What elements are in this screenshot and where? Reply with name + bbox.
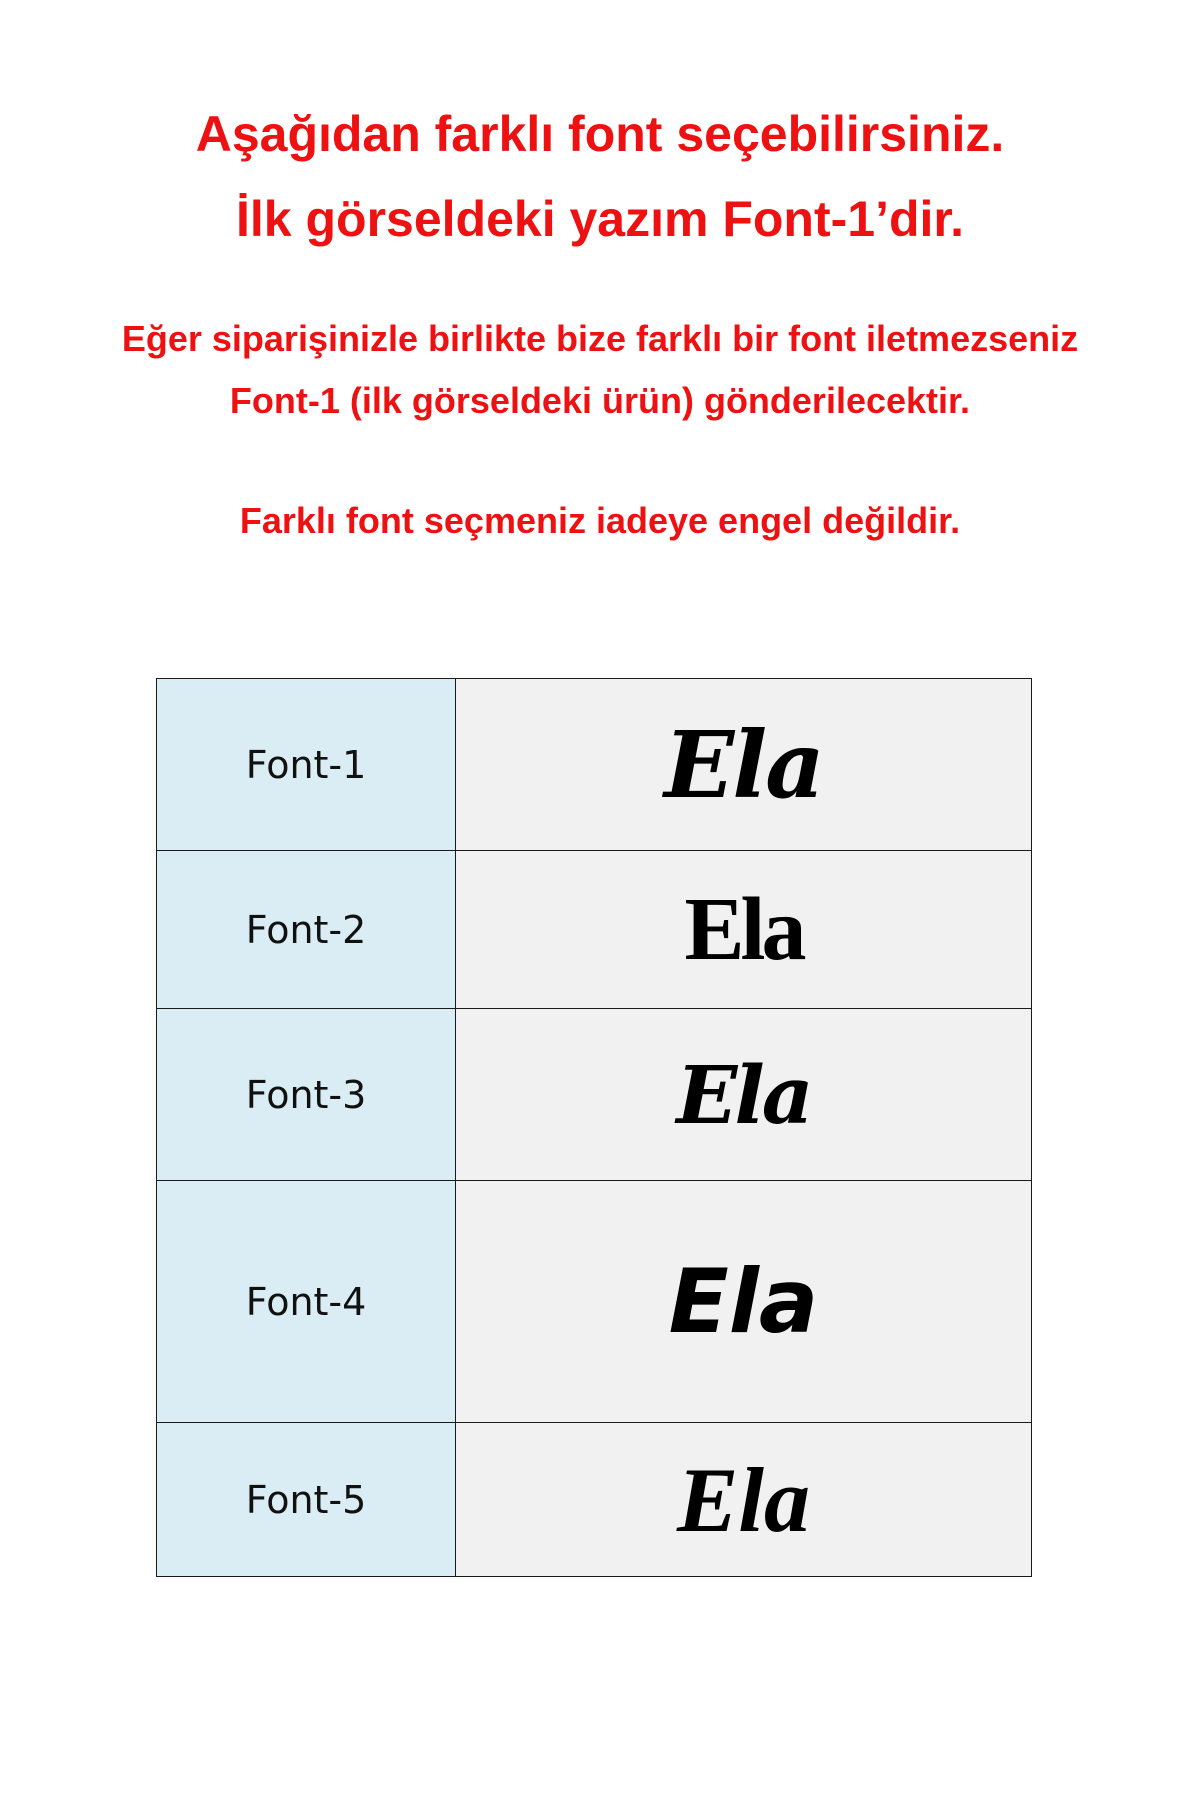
font-label-cell	[157, 1009, 456, 1181]
font-label-cell	[157, 679, 456, 851]
font-options-table	[156, 678, 1032, 1577]
font-label-cell	[157, 1181, 456, 1423]
font-sample-text: Ela	[676, 1047, 811, 1142]
title-line-2: İlk görseldeki yazım Font-1’dir.	[236, 191, 964, 247]
title-line-1: Aşağıdan farklı font seçebilirsiniz.	[195, 106, 1005, 162]
font-label: Font-3	[245, 1072, 367, 1117]
font-sample-text: Ela	[677, 1448, 810, 1551]
font-label: Font-4	[245, 1279, 367, 1324]
font-label-cell	[157, 851, 456, 1009]
notice-line-1: Eğer siparişinizle birlikte bize farklı bir font iletmezseniz	[121, 318, 1079, 359]
notice-line-3: Farklı font seçmeniz iadeye engel değildir.	[239, 500, 961, 541]
table-row	[157, 679, 1032, 851]
font-sample-text: Ela	[684, 879, 803, 979]
table-row	[157, 851, 1032, 1009]
table-row	[157, 1181, 1032, 1423]
table-row	[157, 1423, 1032, 1577]
notice-line-2: Font-1 (ilk görseldeki ürün) gönderilecektir.	[229, 380, 971, 421]
font-label: Font-1	[245, 742, 367, 787]
font-label: Font-2	[245, 907, 367, 952]
font-sample-cell	[456, 1423, 1032, 1577]
font-label-cell	[157, 1423, 456, 1577]
font-sample-text: Ela	[664, 710, 823, 819]
font-sample-cell	[456, 1009, 1032, 1181]
font-sample-text: Ela	[668, 1249, 819, 1353]
font-sample-cell	[456, 851, 1032, 1009]
font-sample-cell	[456, 1181, 1032, 1423]
table-row	[157, 1009, 1032, 1181]
font-sample-cell	[456, 679, 1032, 851]
font-label: Font-5	[245, 1477, 367, 1522]
